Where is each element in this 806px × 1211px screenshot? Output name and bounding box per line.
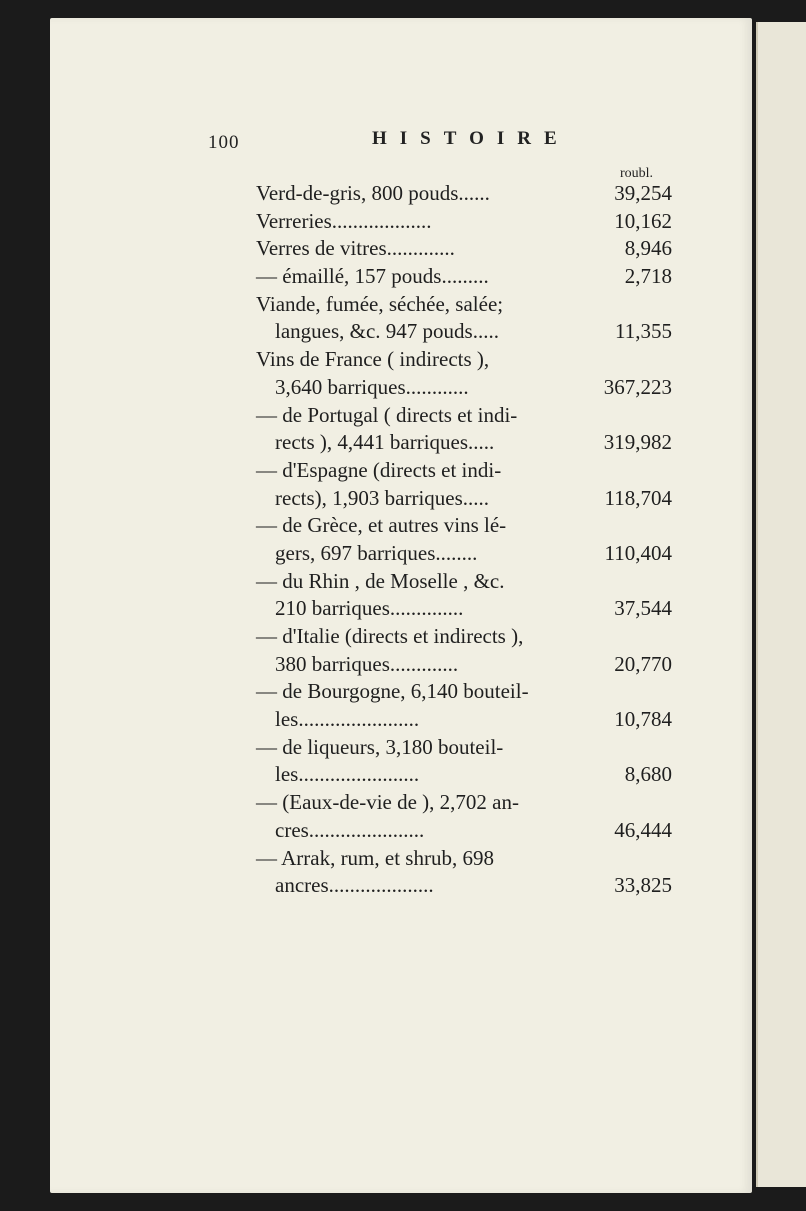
entry-line: [256, 402, 680, 430]
entry-value: 11,355: [615, 319, 672, 344]
entry-list: [256, 180, 680, 900]
entry-text: Verd-de-gris, 800 pouds......: [256, 181, 490, 205]
entry-item: [256, 457, 680, 512]
entry-line: [256, 235, 680, 263]
entry-text: Verres de vitres.............: [256, 236, 455, 261]
entry-value: 33,825: [614, 873, 672, 898]
entry-line: [256, 845, 680, 873]
entry-line: [256, 263, 680, 291]
entry-text: les.......................: [275, 707, 420, 732]
entry-text: — Arrak, rum, et shrub, 698: [256, 845, 494, 870]
entry-text: — de liqueurs, 3,180 bouteil-: [256, 734, 504, 759]
entry-text: — de Bourgogne, 6,140 bouteil-: [256, 679, 529, 704]
entry-line: [256, 678, 680, 706]
entry-line: [256, 651, 680, 679]
entry-text: 380 barriques.............: [275, 651, 459, 676]
entry-value: 110,404: [604, 540, 672, 565]
entry-text: — d'Italie (directs et indirects ),: [256, 624, 524, 648]
entry-item: [256, 402, 680, 457]
entry-value: 118,704: [604, 485, 672, 510]
entry-text: gers, 697 barriques........: [275, 540, 478, 565]
entry-item: [256, 208, 680, 236]
entry-value: 8,680: [624, 762, 672, 787]
entry-text: cres......................: [275, 817, 425, 842]
entry-value: 20,770: [614, 651, 672, 676]
entry-text: langues, &c. 947 pouds.....: [275, 319, 499, 344]
entry-text: — du Rhin , de Moselle , &c.: [256, 568, 505, 593]
entry-line: [256, 734, 680, 762]
entry-line: [256, 872, 680, 900]
entry-item: [256, 235, 680, 263]
entry-text: Vins de France ( indirects ),: [256, 347, 490, 372]
facing-page-edge: [756, 22, 806, 1187]
entry-item: [256, 678, 680, 733]
entry-line: [256, 817, 680, 845]
unit-label: roubl.: [620, 166, 654, 181]
entry-line: [256, 208, 680, 236]
page-number: 100: [208, 132, 240, 153]
entry-text: Verreries...................: [256, 208, 432, 233]
entry-text: — de Grèce, et autres vins lé-: [256, 513, 507, 538]
entry-item: [256, 568, 680, 623]
entry-line: [256, 346, 680, 374]
entry-text: — émaillé, 157 pouds.........: [256, 264, 489, 289]
entry-text: 3,640 barriques............: [275, 374, 469, 399]
entry-item: [256, 512, 680, 567]
entry-line: [256, 595, 680, 623]
page-header: [208, 126, 568, 156]
entry-line: [256, 568, 680, 596]
entry-value: 46,444: [614, 817, 672, 842]
entry-value: 10,162: [614, 208, 672, 233]
entry-value: 8,946: [624, 236, 672, 261]
entry-text: ancres....................: [275, 873, 434, 898]
entry-item: [256, 180, 680, 208]
running-title: HISTOIRE: [372, 128, 570, 149]
entry-value: 319,982: [603, 430, 672, 455]
entry-line: [256, 706, 680, 734]
entry-line: [256, 457, 680, 485]
entry-value: 39,254: [614, 181, 672, 205]
entry-text: Viande, fumée, séchée, salée;: [256, 291, 504, 316]
entry-text: 210 barriques..............: [275, 596, 464, 621]
entry-item: [256, 263, 680, 291]
entry-line: [256, 318, 680, 346]
entry-line: [256, 180, 680, 208]
entry-line: [256, 512, 680, 540]
entry-line: [256, 429, 680, 457]
entry-value: 2,718: [624, 264, 672, 289]
entry-value: 37,544: [614, 596, 672, 621]
entry-item: [256, 291, 680, 346]
entry-value: 367,223: [603, 374, 672, 399]
entry-text: — d'Espagne (directs et indi-: [256, 457, 502, 482]
entry-value: 10,784: [614, 707, 672, 732]
entry-line: [256, 291, 680, 319]
entry-line: [256, 761, 680, 789]
entry-item: [256, 845, 680, 900]
entry-item: [256, 734, 680, 789]
entry-text: — (Eaux-de-vie de ), 2,702 an-: [256, 790, 519, 815]
entry-item: [256, 346, 680, 401]
entry-line: [256, 540, 680, 568]
entry-text: rects), 1,903 barriques.....: [275, 485, 490, 510]
entry-line: [256, 789, 680, 817]
entry-item: [256, 623, 680, 678]
entry-text: les.......................: [275, 762, 420, 787]
entry-text: rects ), 4,441 barriques.....: [275, 430, 495, 455]
entry-text: — de Portugal ( directs et indi-: [256, 402, 518, 427]
entry-line: [256, 623, 680, 651]
entry-line: [256, 485, 680, 513]
entry-item: [256, 789, 680, 844]
entry-line: [256, 374, 680, 402]
